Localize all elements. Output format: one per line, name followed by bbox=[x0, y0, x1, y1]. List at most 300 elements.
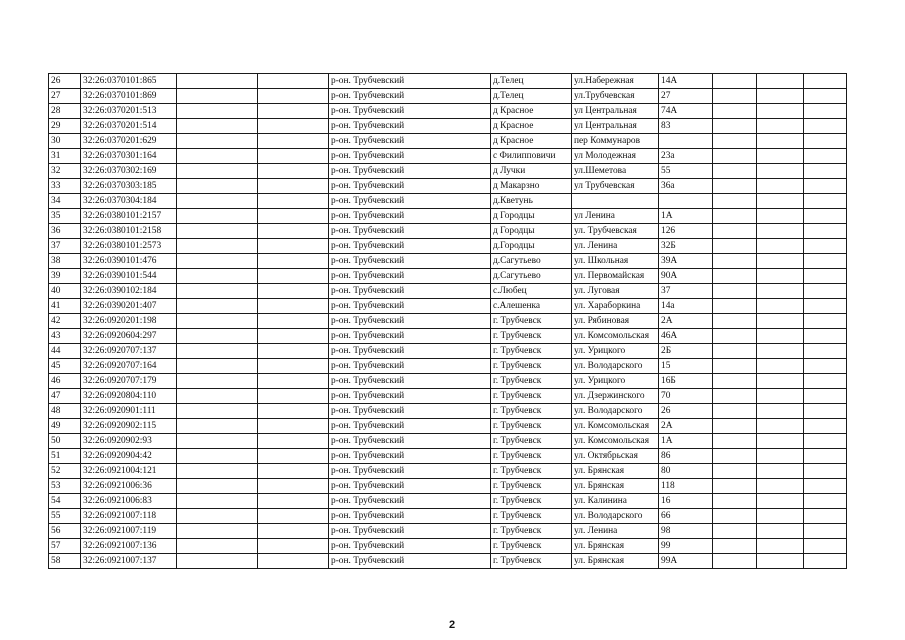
blank-cell bbox=[804, 329, 847, 344]
blank-cell bbox=[177, 449, 258, 464]
blank-cell bbox=[713, 494, 757, 509]
blank-cell bbox=[713, 194, 757, 209]
row-number: 58 bbox=[49, 554, 81, 569]
blank-cell bbox=[804, 89, 847, 104]
blank-cell bbox=[757, 134, 804, 149]
blank-cell bbox=[757, 449, 804, 464]
district: р-он. Трубчевский bbox=[329, 209, 491, 224]
cadastral-number: 32:26:0370301:164 bbox=[81, 149, 177, 164]
settlement: г. Трубчевск bbox=[491, 344, 572, 359]
blank-cell bbox=[757, 209, 804, 224]
blank-cell bbox=[804, 479, 847, 494]
blank-cell bbox=[258, 464, 329, 479]
row-number: 40 bbox=[49, 284, 81, 299]
document-sheet bbox=[48, 73, 846, 569]
blank-cell bbox=[177, 494, 258, 509]
blank-cell bbox=[713, 449, 757, 464]
street: ул. Калинина bbox=[572, 494, 659, 509]
settlement: г. Трубчевск bbox=[491, 539, 572, 554]
blank-cell bbox=[258, 254, 329, 269]
street: ул. Володарского bbox=[572, 404, 659, 419]
blank-cell bbox=[804, 344, 847, 359]
street: ул. Луговая bbox=[572, 284, 659, 299]
blank-cell bbox=[258, 74, 329, 89]
blank-cell bbox=[757, 224, 804, 239]
blank-cell bbox=[258, 329, 329, 344]
blank-cell bbox=[713, 89, 757, 104]
blank-cell bbox=[713, 434, 757, 449]
district: р-он. Трубчевский bbox=[329, 104, 491, 119]
house-number: 118 bbox=[659, 479, 713, 494]
blank-cell bbox=[177, 359, 258, 374]
blank-cell bbox=[258, 509, 329, 524]
blank-cell bbox=[258, 104, 329, 119]
blank-cell bbox=[713, 329, 757, 344]
blank-cell bbox=[258, 314, 329, 329]
settlement: д Макарзно bbox=[491, 179, 572, 194]
blank-cell bbox=[804, 284, 847, 299]
district: р-он. Трубчевский bbox=[329, 254, 491, 269]
settlement: г. Трубчевск bbox=[491, 374, 572, 389]
cadastral-number: 32:26:0370101:869 bbox=[81, 89, 177, 104]
blank-cell bbox=[177, 509, 258, 524]
table-row bbox=[49, 194, 847, 209]
street: ул. Брянская bbox=[572, 539, 659, 554]
blank-cell bbox=[757, 254, 804, 269]
blank-cell bbox=[177, 434, 258, 449]
blank-cell bbox=[804, 359, 847, 374]
settlement: г. Трубчевск bbox=[491, 554, 572, 569]
row-number: 56 bbox=[49, 524, 81, 539]
blank-cell bbox=[713, 419, 757, 434]
blank-cell bbox=[177, 104, 258, 119]
blank-cell bbox=[757, 509, 804, 524]
blank-cell bbox=[804, 209, 847, 224]
row-number: 47 bbox=[49, 389, 81, 404]
blank-cell bbox=[757, 329, 804, 344]
cadastral-number: 32:26:0390101:476 bbox=[81, 254, 177, 269]
blank-cell bbox=[177, 149, 258, 164]
district: р-он. Трубчевский bbox=[329, 119, 491, 134]
blank-cell bbox=[713, 179, 757, 194]
row-number: 33 bbox=[49, 179, 81, 194]
house-number: 99А bbox=[659, 554, 713, 569]
settlement: г. Трубчевск bbox=[491, 434, 572, 449]
cadastral-number: 32:26:0380101:2158 bbox=[81, 224, 177, 239]
cadastral-number: 32:26:0390101:544 bbox=[81, 269, 177, 284]
district: р-он. Трубчевский bbox=[329, 554, 491, 569]
blank-cell bbox=[804, 194, 847, 209]
blank-cell bbox=[258, 89, 329, 104]
cadastral-number: 32:26:0921004:121 bbox=[81, 464, 177, 479]
blank-cell bbox=[713, 299, 757, 314]
blank-cell bbox=[757, 299, 804, 314]
house-number: 14А bbox=[659, 74, 713, 89]
house-number: 98 bbox=[659, 524, 713, 539]
street: ул. Комсомольская bbox=[572, 419, 659, 434]
cadastral-number: 32:26:0920707:164 bbox=[81, 359, 177, 374]
cadastral-number: 32:26:0370303:185 bbox=[81, 179, 177, 194]
district: р-он. Трубчевский bbox=[329, 164, 491, 179]
table-row bbox=[49, 554, 847, 569]
table-row bbox=[49, 389, 847, 404]
blank-cell bbox=[177, 329, 258, 344]
blank-cell bbox=[713, 554, 757, 569]
table-row bbox=[49, 284, 847, 299]
blank-cell bbox=[258, 494, 329, 509]
district: р-он. Трубчевский bbox=[329, 404, 491, 419]
settlement: д Городцы bbox=[491, 209, 572, 224]
settlement: г. Трубчевск bbox=[491, 494, 572, 509]
street: пер Коммунаров bbox=[572, 134, 659, 149]
settlement: д Городцы bbox=[491, 224, 572, 239]
blank-cell bbox=[757, 494, 804, 509]
street: ул Центральная bbox=[572, 104, 659, 119]
cadastral-number: 32:26:0370101:865 bbox=[81, 74, 177, 89]
row-number: 28 bbox=[49, 104, 81, 119]
blank-cell bbox=[804, 224, 847, 239]
row-number: 54 bbox=[49, 494, 81, 509]
street: ул. Комсомольская bbox=[572, 329, 659, 344]
page-number: 2 bbox=[449, 619, 456, 631]
blank-cell bbox=[258, 239, 329, 254]
cadastral-number: 32:26:0920902:93 bbox=[81, 434, 177, 449]
cadastral-number: 32:26:0921007:118 bbox=[81, 509, 177, 524]
blank-cell bbox=[804, 419, 847, 434]
cadastral-number: 32:26:0921007:119 bbox=[81, 524, 177, 539]
house-number: 99 bbox=[659, 539, 713, 554]
table-row bbox=[49, 104, 847, 119]
house-number: 83 bbox=[659, 119, 713, 134]
blank-cell bbox=[804, 374, 847, 389]
blank-cell bbox=[713, 164, 757, 179]
blank-cell bbox=[258, 419, 329, 434]
cadastral-number: 32:26:0370201:629 bbox=[81, 134, 177, 149]
district: р-он. Трубчевский bbox=[329, 479, 491, 494]
table-row bbox=[49, 164, 847, 179]
blank-cell bbox=[713, 224, 757, 239]
blank-cell bbox=[804, 464, 847, 479]
street: ул.Шеметова bbox=[572, 164, 659, 179]
street: ул. Дзержинского bbox=[572, 389, 659, 404]
settlement: г. Трубчевск bbox=[491, 524, 572, 539]
house-number bbox=[659, 134, 713, 149]
blank-cell bbox=[713, 524, 757, 539]
blank-cell bbox=[258, 449, 329, 464]
street: ул Молодежная bbox=[572, 149, 659, 164]
blank-cell bbox=[258, 554, 329, 569]
street: ул. Рябиновая bbox=[572, 314, 659, 329]
table-row bbox=[49, 374, 847, 389]
blank-cell bbox=[757, 539, 804, 554]
house-number: 46А bbox=[659, 329, 713, 344]
street: ул. Брянская bbox=[572, 554, 659, 569]
row-number: 50 bbox=[49, 434, 81, 449]
blank-cell bbox=[713, 239, 757, 254]
blank-cell bbox=[258, 119, 329, 134]
blank-cell bbox=[258, 149, 329, 164]
district: р-он. Трубчевский bbox=[329, 269, 491, 284]
row-number: 30 bbox=[49, 134, 81, 149]
row-number: 57 bbox=[49, 539, 81, 554]
settlement: г. Трубчевск bbox=[491, 329, 572, 344]
district: р-он. Трубчевский bbox=[329, 509, 491, 524]
cadastral-number: 32:26:0921007:137 bbox=[81, 554, 177, 569]
blank-cell bbox=[177, 89, 258, 104]
district: р-он. Трубчевский bbox=[329, 224, 491, 239]
table-body bbox=[49, 74, 847, 569]
blank-cell bbox=[177, 554, 258, 569]
house-number: 36а bbox=[659, 179, 713, 194]
blank-cell bbox=[177, 134, 258, 149]
table-row bbox=[49, 74, 847, 89]
cadastral-number: 32:26:0390201:407 bbox=[81, 299, 177, 314]
table-row bbox=[49, 314, 847, 329]
house-number: 16Б bbox=[659, 374, 713, 389]
house-number: 15 bbox=[659, 359, 713, 374]
blank-cell bbox=[177, 224, 258, 239]
blank-cell bbox=[804, 449, 847, 464]
blank-cell bbox=[713, 134, 757, 149]
table-row bbox=[49, 254, 847, 269]
settlement: д.Сагутьево bbox=[491, 254, 572, 269]
blank-cell bbox=[757, 269, 804, 284]
blank-cell bbox=[804, 254, 847, 269]
blank-cell bbox=[804, 299, 847, 314]
row-number: 53 bbox=[49, 479, 81, 494]
row-number: 29 bbox=[49, 119, 81, 134]
blank-cell bbox=[757, 119, 804, 134]
row-number: 39 bbox=[49, 269, 81, 284]
blank-cell bbox=[713, 254, 757, 269]
row-number: 48 bbox=[49, 404, 81, 419]
blank-cell bbox=[713, 344, 757, 359]
street: ул. Брянская bbox=[572, 464, 659, 479]
row-number: 49 bbox=[49, 419, 81, 434]
house-number: 86 bbox=[659, 449, 713, 464]
table-row bbox=[49, 329, 847, 344]
blank-cell bbox=[804, 179, 847, 194]
blank-cell bbox=[177, 539, 258, 554]
blank-cell bbox=[804, 314, 847, 329]
house-number: 37 bbox=[659, 284, 713, 299]
blank-cell bbox=[258, 164, 329, 179]
settlement: г. Трубчевск bbox=[491, 464, 572, 479]
blank-cell bbox=[804, 134, 847, 149]
house-number: 32Б bbox=[659, 239, 713, 254]
settlement: г. Трубчевск bbox=[491, 359, 572, 374]
house-number: 1А bbox=[659, 209, 713, 224]
district: р-он. Трубчевский bbox=[329, 344, 491, 359]
blank-cell bbox=[757, 479, 804, 494]
table-row bbox=[49, 449, 847, 464]
cadastral-number: 32:26:0370302:169 bbox=[81, 164, 177, 179]
blank-cell bbox=[713, 359, 757, 374]
blank-cell bbox=[177, 479, 258, 494]
row-number: 44 bbox=[49, 344, 81, 359]
settlement: д.Кветунь bbox=[491, 194, 572, 209]
blank-cell bbox=[713, 269, 757, 284]
row-number: 43 bbox=[49, 329, 81, 344]
blank-cell bbox=[804, 404, 847, 419]
settlement: г. Трубчевск bbox=[491, 419, 572, 434]
row-number: 52 bbox=[49, 464, 81, 479]
district: р-он. Трубчевский bbox=[329, 284, 491, 299]
blank-cell bbox=[804, 539, 847, 554]
blank-cell bbox=[177, 314, 258, 329]
cadastral-number: 32:26:0920201:198 bbox=[81, 314, 177, 329]
blank-cell bbox=[713, 404, 757, 419]
blank-cell bbox=[177, 464, 258, 479]
district: р-он. Трубчевский bbox=[329, 194, 491, 209]
table-row bbox=[49, 434, 847, 449]
blank-cell bbox=[177, 164, 258, 179]
blank-cell bbox=[757, 419, 804, 434]
table-row bbox=[49, 524, 847, 539]
blank-cell bbox=[177, 209, 258, 224]
blank-cell bbox=[757, 554, 804, 569]
blank-cell bbox=[258, 434, 329, 449]
district: р-он. Трубчевский bbox=[329, 239, 491, 254]
district: р-он. Трубчевский bbox=[329, 74, 491, 89]
table-row bbox=[49, 404, 847, 419]
district: р-он. Трубчевский bbox=[329, 464, 491, 479]
row-number: 42 bbox=[49, 314, 81, 329]
street: ул. Ленина bbox=[572, 524, 659, 539]
blank-cell bbox=[713, 284, 757, 299]
cadastral-number: 32:26:0920707:179 bbox=[81, 374, 177, 389]
settlement: г. Трубчевск bbox=[491, 314, 572, 329]
house-number: 1А bbox=[659, 434, 713, 449]
table-row bbox=[49, 209, 847, 224]
cadastral-number: 32:26:0380101:2573 bbox=[81, 239, 177, 254]
blank-cell bbox=[757, 164, 804, 179]
blank-cell bbox=[757, 179, 804, 194]
blank-cell bbox=[757, 389, 804, 404]
district: р-он. Трубчевский bbox=[329, 494, 491, 509]
blank-cell bbox=[258, 359, 329, 374]
blank-cell bbox=[258, 194, 329, 209]
street: ул Трубчевская bbox=[572, 179, 659, 194]
house-number: 2А bbox=[659, 314, 713, 329]
blank-cell bbox=[713, 74, 757, 89]
blank-cell bbox=[757, 404, 804, 419]
cadastral-number: 32:26:0920604:297 bbox=[81, 329, 177, 344]
blank-cell bbox=[713, 509, 757, 524]
district: р-он. Трубчевский bbox=[329, 419, 491, 434]
row-number: 36 bbox=[49, 224, 81, 239]
blank-cell bbox=[177, 389, 258, 404]
district: р-он. Трубчевский bbox=[329, 434, 491, 449]
row-number: 35 bbox=[49, 209, 81, 224]
cadastral-number: 32:26:0370201:514 bbox=[81, 119, 177, 134]
row-number: 46 bbox=[49, 374, 81, 389]
blank-cell bbox=[804, 239, 847, 254]
house-number: 80 bbox=[659, 464, 713, 479]
blank-cell bbox=[177, 179, 258, 194]
cadastral-number: 32:26:0920804:110 bbox=[81, 389, 177, 404]
row-number: 55 bbox=[49, 509, 81, 524]
blank-cell bbox=[177, 254, 258, 269]
blank-cell bbox=[713, 209, 757, 224]
blank-cell bbox=[258, 389, 329, 404]
blank-cell bbox=[757, 284, 804, 299]
blank-cell bbox=[258, 269, 329, 284]
house-number: 23а bbox=[659, 149, 713, 164]
blank-cell bbox=[177, 404, 258, 419]
settlement: г. Трубчевск bbox=[491, 449, 572, 464]
blank-cell bbox=[713, 374, 757, 389]
district: р-он. Трубчевский bbox=[329, 89, 491, 104]
table-row bbox=[49, 344, 847, 359]
blank-cell bbox=[713, 314, 757, 329]
blank-cell bbox=[177, 269, 258, 284]
house-number bbox=[659, 194, 713, 209]
cadastral-number: 32:26:0921006:83 bbox=[81, 494, 177, 509]
cadastral-number: 32:26:0390102:184 bbox=[81, 284, 177, 299]
house-number: 74А bbox=[659, 104, 713, 119]
blank-cell bbox=[757, 104, 804, 119]
blank-cell bbox=[804, 389, 847, 404]
settlement: д.Телец bbox=[491, 74, 572, 89]
blank-cell bbox=[804, 509, 847, 524]
street: ул. Урицкого bbox=[572, 374, 659, 389]
blank-cell bbox=[713, 389, 757, 404]
blank-cell bbox=[258, 179, 329, 194]
table-row bbox=[49, 299, 847, 314]
district: р-он. Трубчевский bbox=[329, 524, 491, 539]
blank-cell bbox=[804, 164, 847, 179]
cadastral-number: 32:26:0370304:184 bbox=[81, 194, 177, 209]
row-number: 32 bbox=[49, 164, 81, 179]
blank-cell bbox=[177, 119, 258, 134]
table-row bbox=[49, 464, 847, 479]
blank-cell bbox=[177, 239, 258, 254]
house-number: 90А bbox=[659, 269, 713, 284]
street: ул. Октябрьская bbox=[572, 449, 659, 464]
blank-cell bbox=[804, 554, 847, 569]
blank-cell bbox=[757, 344, 804, 359]
row-number: 27 bbox=[49, 89, 81, 104]
blank-cell bbox=[177, 194, 258, 209]
blank-cell bbox=[757, 434, 804, 449]
blank-cell bbox=[258, 524, 329, 539]
blank-cell bbox=[804, 119, 847, 134]
blank-cell bbox=[757, 194, 804, 209]
blank-cell bbox=[804, 524, 847, 539]
table-row bbox=[49, 179, 847, 194]
blank-cell bbox=[757, 149, 804, 164]
blank-cell bbox=[258, 284, 329, 299]
blank-cell bbox=[258, 404, 329, 419]
settlement: с.Любец bbox=[491, 284, 572, 299]
house-number: 26 bbox=[659, 404, 713, 419]
blank-cell bbox=[258, 539, 329, 554]
table-row bbox=[49, 359, 847, 374]
blank-cell bbox=[177, 344, 258, 359]
district: р-он. Трубчевский bbox=[329, 314, 491, 329]
street: ул. Ленина bbox=[572, 239, 659, 254]
district: р-он. Трубчевский bbox=[329, 299, 491, 314]
blank-cell bbox=[177, 74, 258, 89]
house-number: 39А bbox=[659, 254, 713, 269]
row-number: 38 bbox=[49, 254, 81, 269]
property-table bbox=[48, 73, 847, 569]
blank-cell bbox=[258, 224, 329, 239]
cadastral-number: 32:26:0920902:115 bbox=[81, 419, 177, 434]
settlement: д.Сагутьево bbox=[491, 269, 572, 284]
table-row bbox=[49, 149, 847, 164]
